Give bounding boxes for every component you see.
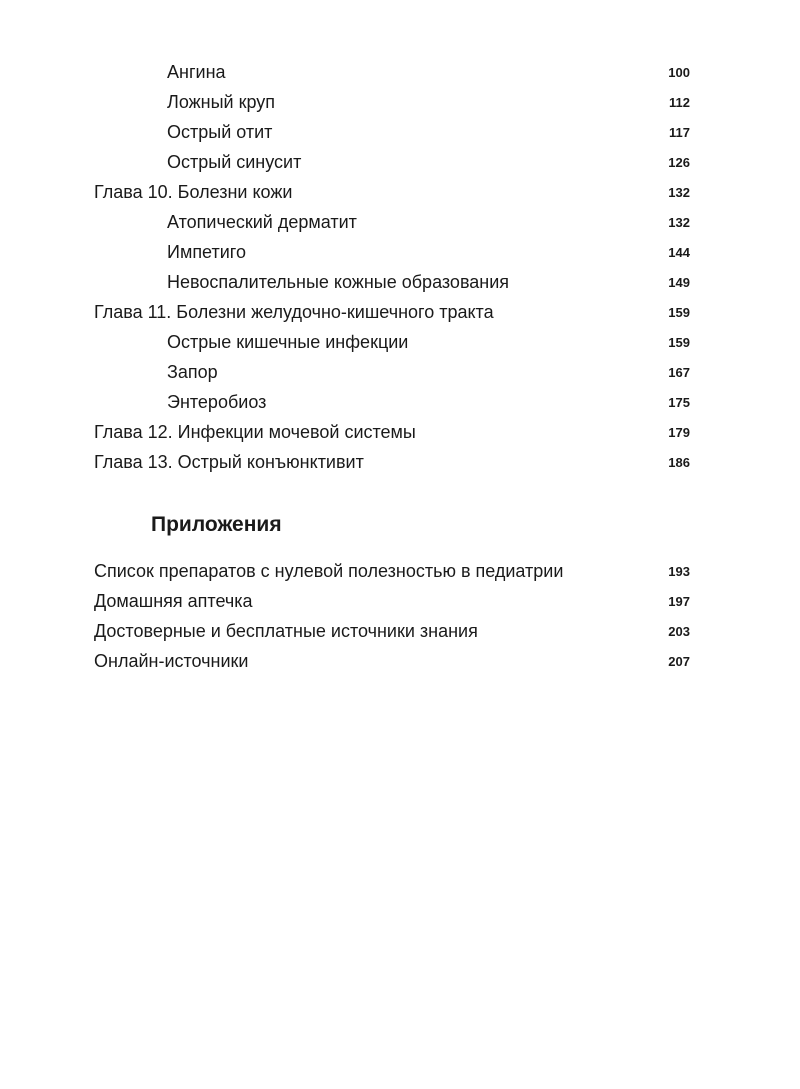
toc-entry-title: Острый отит	[167, 122, 273, 142]
appendix-entry-page: 207	[668, 654, 690, 669]
toc-entry-page: 112	[669, 95, 690, 110]
toc-chapter-title: Глава 13. Острый конъюнктивит	[94, 452, 364, 472]
appendix-entry-page: 193	[668, 564, 690, 579]
toc-entry	[0, 327, 800, 357]
toc-entry-page: 175	[668, 395, 690, 410]
appendix-heading: Приложения	[151, 513, 282, 536]
toc-entry-title: Импетиго	[167, 242, 246, 262]
toc-entry-page: 117	[669, 125, 690, 140]
appendix-entry	[0, 616, 800, 646]
toc-entry-page: 144	[668, 245, 690, 260]
appendix-entry-title: Список препаратов с нулевой полезностью в педиатрии	[94, 561, 564, 581]
toc-entry-title: Энтеробиоз	[167, 392, 267, 412]
appendix-entry-page: 203	[668, 624, 690, 639]
appendix-entry-title: Домашняя аптечка	[94, 591, 253, 611]
appendix-list	[0, 556, 800, 676]
toc-chapter	[0, 417, 800, 447]
toc-entry	[0, 87, 800, 117]
toc-chapter	[0, 447, 800, 477]
toc-chapter-page: 159	[668, 305, 690, 320]
toc-chapter-title: Глава 11. Болезни желудочно-кишечного тракта	[94, 302, 494, 322]
toc-chapter-page: 179	[668, 425, 690, 440]
toc-entry-page: 100	[668, 65, 690, 80]
toc-chapter	[0, 177, 800, 207]
toc-entry	[0, 57, 800, 87]
toc-entry	[0, 147, 800, 177]
toc-entry-page: 167	[668, 365, 690, 380]
appendix-entry	[0, 646, 800, 676]
toc-entry	[0, 207, 800, 237]
toc-entry-page: 132	[668, 215, 690, 230]
toc-entry-page: 149	[668, 275, 690, 290]
appendix-entry-title: Достоверные и бесплатные источники знания	[94, 621, 478, 641]
toc-entry-title: Невоспалительные кожные образования	[167, 272, 510, 292]
toc-entry	[0, 267, 800, 297]
toc-chapter	[0, 297, 800, 327]
toc-entry-title: Острый синусит	[167, 152, 302, 172]
toc-entry-page: 126	[668, 155, 690, 170]
toc-entry	[0, 387, 800, 417]
appendix-entry-page: 197	[668, 594, 690, 609]
toc-chapter-page: 132	[668, 185, 690, 200]
toc-chapter-page: 186	[668, 455, 690, 470]
toc-entry	[0, 357, 800, 387]
toc-entry-title: Запор	[167, 362, 218, 382]
toc-entry	[0, 117, 800, 147]
toc-entry	[0, 237, 800, 267]
appendix-entry	[0, 586, 800, 616]
table-of-contents	[0, 57, 800, 477]
toc-entry-title: Острые кишечные инфекции	[167, 332, 409, 352]
appendix-entry	[0, 556, 800, 586]
appendix-entry-title: Онлайн-источники	[94, 651, 249, 671]
toc-entry-title: Ложный круп	[167, 92, 276, 112]
toc-entry-title: Ангина	[167, 62, 226, 82]
toc-entry-page: 159	[668, 335, 690, 350]
toc-chapter-title: Глава 10. Болезни кожи	[94, 182, 293, 202]
toc-chapter-title: Глава 12. Инфекции мочевой системы	[94, 422, 416, 442]
toc-entry-title: Атопический дерматит	[167, 212, 357, 232]
